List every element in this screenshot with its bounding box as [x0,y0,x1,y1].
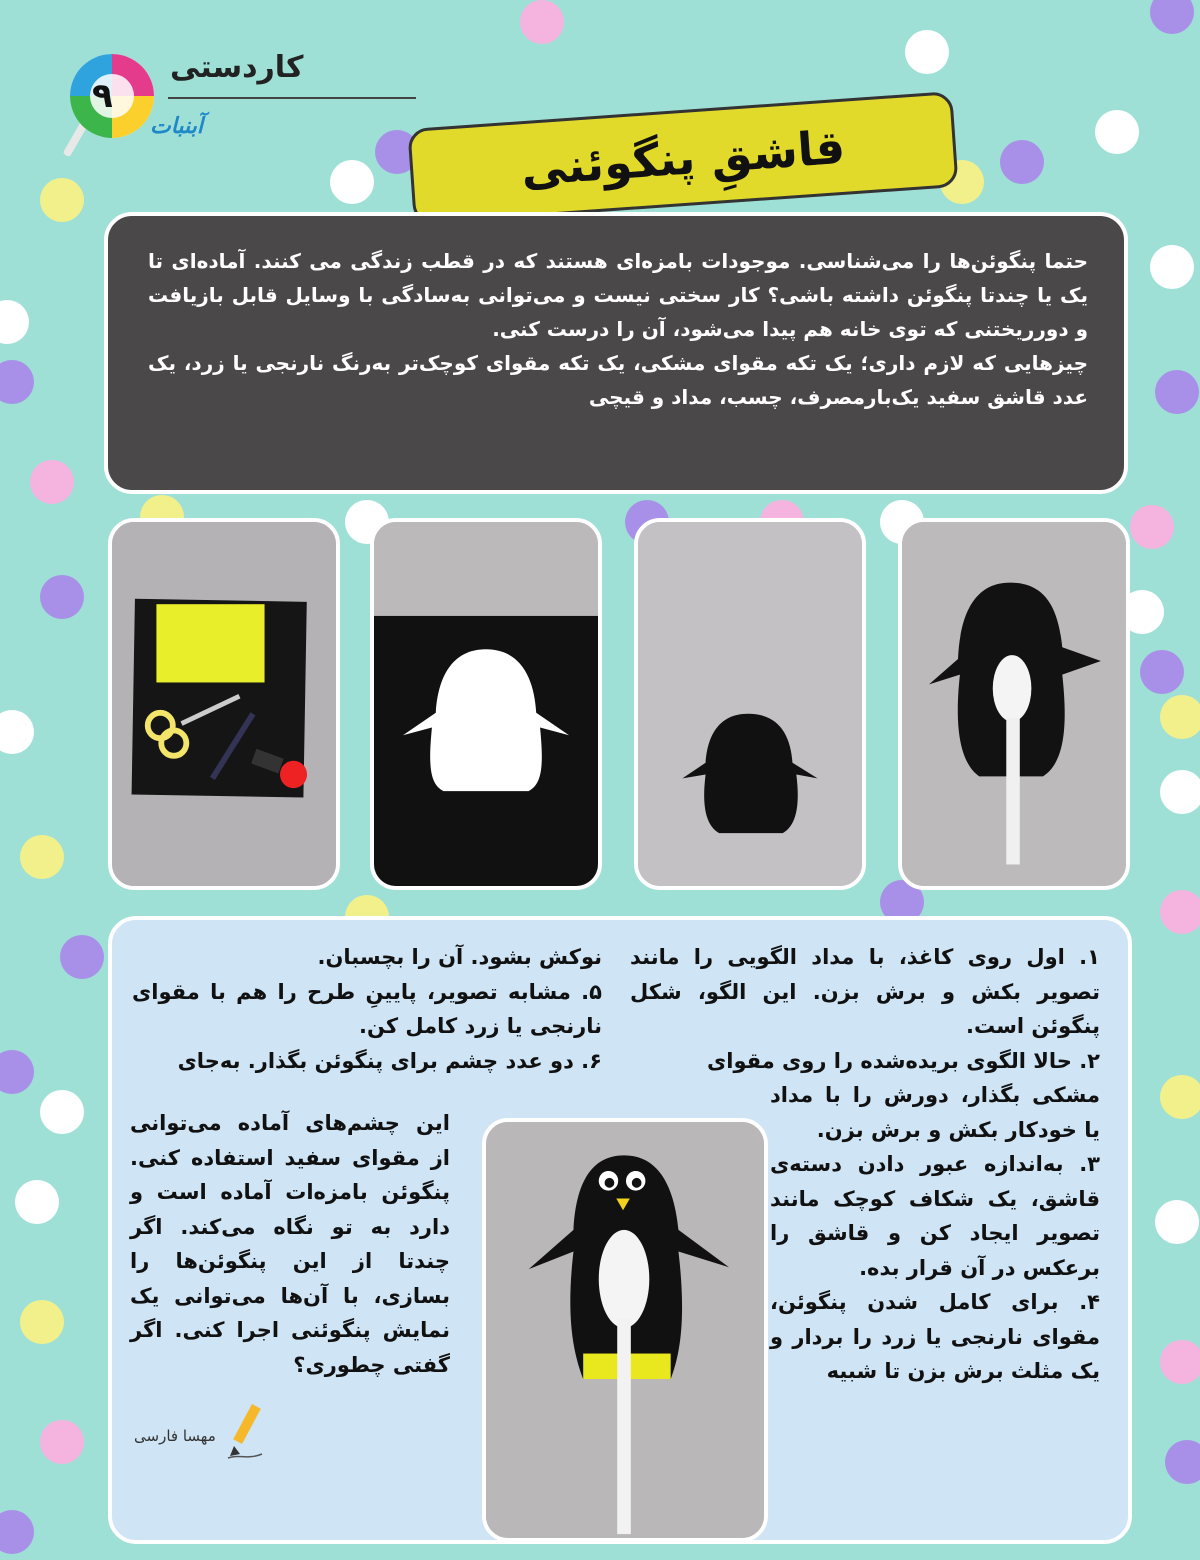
step-5: ۵. مشابه تصویر، پایینِ طرح را هم با مقوای نارنجی یا زرد کامل کن. [132,979,602,1038]
step-2-first-line: ۲. حالا الگوی بریده‌شده را روی مقوای [707,1048,1100,1073]
step-2-rest: مشکی بگذار، دورش را با مداد یا خودکار بکش و برش بزن. [770,1083,1100,1142]
intro-box [104,212,1128,494]
section-title: کاردستی [170,50,304,85]
pencil-icon [226,1400,268,1460]
magazine-logo: آبنبات [150,114,203,139]
steps-column-left-top [132,940,602,1078]
intro-paragraph: حتما پنگوئن‌ها را می‌شناسی. موجودات بامزه‌ای هستند که در قطب زندگی می کنند. آماده‌ای تا یک یا چندتا پنگوئن داشته باشی؟ کار سختی نیست و می‌توانی به‌سادگی با وسایل قابل بازیافت و دورریختنی که توی خانه هم پیدا می‌شود، آن را درست کنی. [148,249,1088,341]
title-banner [407,91,958,225]
photo-materials [108,518,340,890]
photo-white-template [370,518,602,890]
step-6-rest: این چشم‌های آماده می‌توانی از مقوای سفید استفاده کنی. پنگوئن بامزه‌ات آماده است و دارد به تو نگاه می‌کند. اگر چندتا از این پنگوئن‌ها را بسازی، با آن‌ها می‌توانی یک نمایش پنگوئنی اجرا کنی. اگر گفتی چطوری؟ [130,1111,450,1377]
step-4-continued: نوکش بشود. آن را بچسبان. [317,945,602,969]
header-divider [168,97,416,99]
materials-paragraph: چیزهایی که لازم داری؛ یک تکه مقوای مشکی، یک تکه مقوای کوچک‌تر به‌رنگ نارنجی یا زرد، یک عدد قاشق سفید یک‌بارمصرف، چسب، مداد و قیچی [148,351,1088,409]
step-1: ۱. اول روی کاغذ، با مداد الگویی را مانند تصویر بکش و برش بزن. این الگو، شکل پنگوئن است. [630,945,1100,1038]
photo-finished-penguin [482,1118,768,1542]
step-3: ۳. به‌اندازه عبور دادن دسته‌ی قاشق، یک شکاف کوچک مانند تصویر ایجاد کن و قاشق را برعکس در آن قرار بده. [770,1152,1100,1280]
steps-column-left-bottom [130,1106,450,1382]
step-6-first-line: ۶. دو عدد چشم برای پنگوئن بگذار. به‌جای [177,1048,602,1073]
photo-black-cutout [634,518,866,890]
page-title: قاشقِ پنگوئنی [519,119,847,197]
page-number: ۹ [92,76,113,116]
author-name: مهسا فارسی [134,1427,216,1445]
photo-penguin-spoon [898,518,1130,890]
step-4: ۴. برای کامل شدن پنگوئن، مقوای نارنجی یا زرد را بردار و یک مثلث برش بزن تا شبیه [770,1290,1100,1383]
